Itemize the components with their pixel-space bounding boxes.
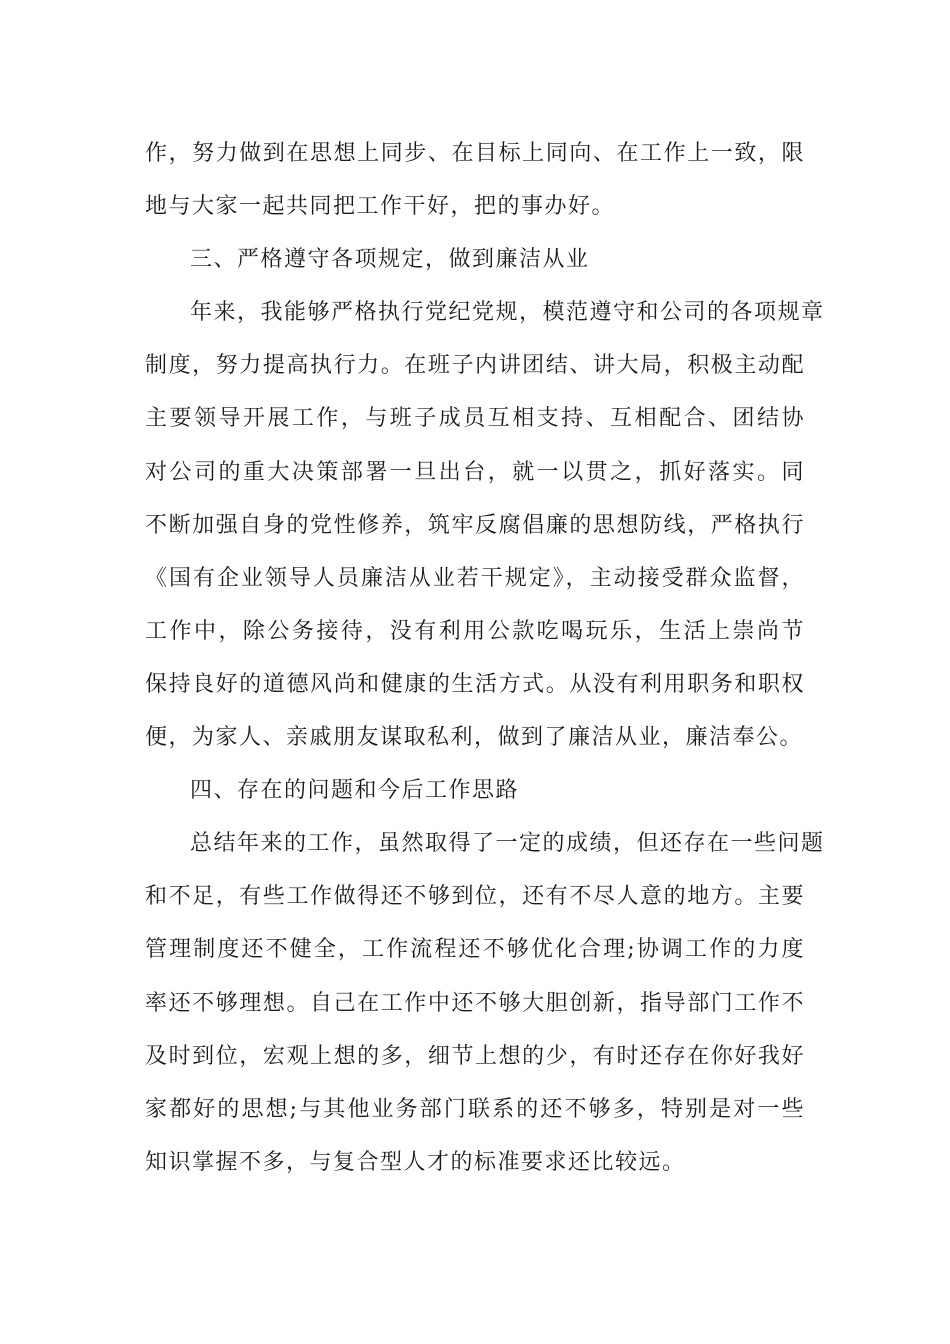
text-line: 管理制度还不健全，工作流程还不够优化合理;协调工作的力度 [145,937,805,963]
heading-text: 三、严格遵守各项规定，做到廉洁从业 [190,247,590,273]
paragraph-continuation [145,127,805,233]
text-line: 主要领导开展工作，与班子成员互相支持、互相配合、团结协 [145,406,805,432]
text-line: 作，努力做到在思想上同步、在目标上同向、在工作上一致，限 [145,141,805,166]
section-heading-3 [145,233,805,286]
text-line: 和不足，有些工作做得还不够到位，还有不尽人意的地方。主要 [145,884,805,910]
text-line: 家都好的思想;与其他业务部门联系的还不够多，特别是对一些 [145,1096,805,1122]
text-line: 不断加强自身的党性修养，筑牢反腐倡廉的思想防线，严格执行 [145,512,805,538]
text-line: 便，为家人、亲戚朋友谋取私利，做到了廉洁从业，廉洁奉公。 [145,725,804,751]
paragraph-integrity [145,286,825,764]
text-line: 《国有企业领导人员廉洁从业若干规定》，主动接受群众监督， [145,565,805,591]
text-line: 地与大家一起共同把工作干好，把的事办好。 [145,194,616,220]
text-line: 及时到位，宏观上想的多，细节上想的少，有时还存在你好我好 [145,1043,805,1069]
paragraph-problems [145,817,825,1189]
text-line: 知识掌握不多，与复合型人才的标准要求还比较远。 [145,1149,686,1175]
text-line: 工作中，除公务接待，没有利用公款吃喝玩乐，生活上崇尚节 [145,618,805,644]
section-heading-4 [145,764,805,817]
text-line: 保持良好的道德风尚和健康的生活方式。从没有利用职务和职权 [145,671,805,697]
text-line: 年来，我能够严格执行党纪党规，模范遵守和公司的各项规章 [190,300,825,326]
text-line: 对公司的重大决策部署一旦出台，就一以贯之，抓好落实。同 [145,459,805,485]
document-body [145,127,825,1189]
text-line: 率还不够理想。自己在工作中还不够大胆创新，指导部门工作不 [145,990,805,1016]
text-line: 总结年来的工作，虽然取得了一定的成绩，但还存在一些问题 [190,831,825,857]
text-line: 制度，努力提高执行力。在班子内讲团结、讲大局，积极主动配 [145,353,805,379]
heading-text: 四、存在的问题和今后工作思路 [190,778,520,804]
